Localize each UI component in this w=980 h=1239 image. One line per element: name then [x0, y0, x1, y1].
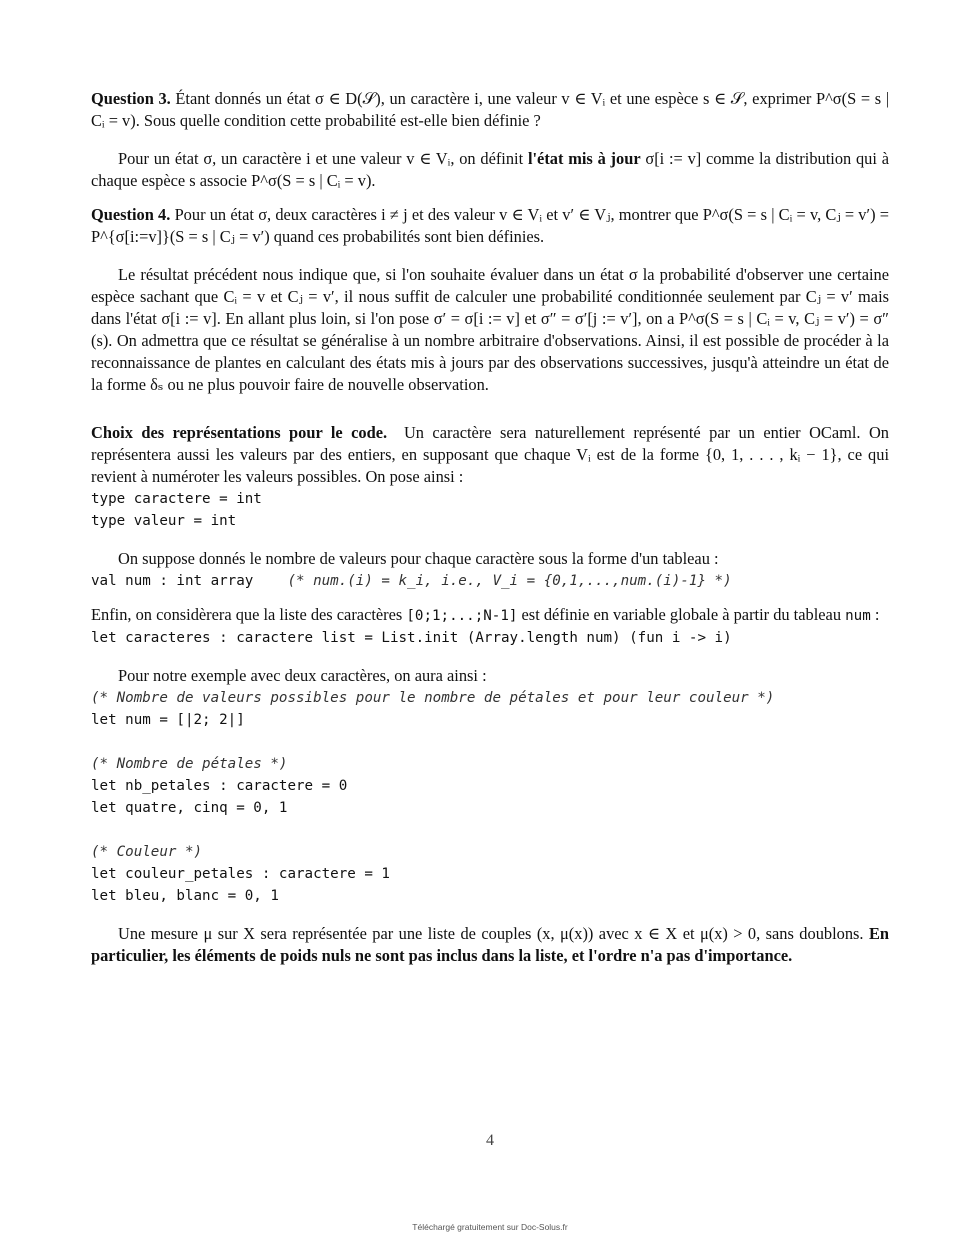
enfin-text-a: Enfin, on considèrera que la liste des caractères [91, 605, 407, 624]
code-example-line: let num = [|2; 2|] [91, 712, 245, 728]
code-line-type-valeur: type valeur = int [91, 513, 237, 529]
enfin-text-b: est définie en variable globale à partir du tableau [517, 605, 846, 624]
question-3 [91, 88, 889, 132]
footer-note: Téléchargé gratuitement sur Doc-Solus.fr [412, 1222, 568, 1232]
code-num-decl: val num : int array [91, 573, 254, 589]
paragraph-update-definition [91, 148, 889, 192]
code-example-line: let couleur_petales : caractere = 1 [91, 866, 390, 882]
code-example-line: let quatre, cinq = 0, 1 [91, 800, 288, 816]
code-caracteres: let caracteres : caractere list = List.init (Array.length num) (fun i -> i) [91, 630, 732, 646]
paragraph-exemple: Pour notre exemple avec deux caractères, on aura ainsi : [118, 666, 487, 685]
paragraph-enfin [91, 604, 889, 627]
code-line-type-caractere: type caractere = int [91, 491, 262, 507]
question-3-line2: exprimer P^σ(S = s | Cᵢ = v). Sous quelle condition cette probabilité est-elle bien définie ? [91, 89, 889, 130]
code-num [91, 570, 889, 592]
choix-text: Un caractère sera naturellement représenté par un entier OCaml. On représentera aussi les valeurs par des entiers, en supposant que chaque Vᵢ est de la forme {0, 1, . . . , kᵢ − 1}, ce qui revient à numéroter les valeurs possibles. On pose ainsi : [91, 423, 889, 486]
question-4-text: Pour un état σ, deux caractères i ≠ j et des valeur v ∈ Vᵢ et v′ ∈ Vⱼ, montrer que P^σ(S = s | Cᵢ = v, Cⱼ = v′) = P^{σ[i:=v]}(S = s | Cⱼ = v′) quand ces probabilités sont bien définies. [91, 205, 889, 246]
mesure-text: Une mesure μ sur X sera représentée par une liste de couples (x, μ(x)) avec x ∈ X et μ(x) > 0, sans doublons. [118, 924, 869, 943]
question-4 [91, 204, 889, 248]
code-example-line: let bleu, blanc = 0, 1 [91, 888, 279, 904]
code-types [91, 488, 889, 532]
code-example-line: (* Nombre de pétales *) [91, 756, 288, 772]
code-example-line: (* Couleur *) [91, 844, 203, 860]
question-3-label: Question 3. [91, 89, 171, 108]
paragraph-num: On suppose donnés le nombre de valeurs pour chaque caractère sous la forme d'un tableau : [118, 549, 719, 568]
enfin-code-num: num [845, 608, 871, 624]
document-body [91, 88, 889, 967]
mesure-bold: En particulier, les éléments de poids nuls ne sont pas inclus dans la liste, et l'ordre n'a pas d'importance. [91, 924, 889, 965]
choix-heading: Choix des représentations pour le code. [91, 423, 388, 442]
paragraph-result: Le résultat précédent nous indique que, si l'on souhaite évaluer dans un état σ la probabilité d'observer une certaine espèce sachant que Cᵢ = v et Cⱼ = v′, il nous suffit de calculer une probabilité conditionnée seulement par Cⱼ = v′ mais dans l'état σ[i := v]. En allant plus loin, si l'on pose σ′ = σ[i := v] et σ″ = σ′[j := v′], on a P^σ(S = s | Cᵢ = v, Cⱼ = v′) = σ″(s). On admettra que ce résultat se généralise à un nombre arbitraire d'observations. Ainsi, il est possible de procéder à la reconnaissance de plantes en calculant des états mis à jours par des observations successives, jusqu'à atteindre un état de la forme δₛ ou ne plus pouvoir faire de nouvelle observation. [91, 265, 889, 394]
question-3-line1: Étant donnés un état σ ∈ D(𝒮), un caractère i, une valeur v ∈ Vᵢ et une espèce s ∈ 𝒮, [175, 89, 748, 108]
update-text-after: σ[i := v] comme la distribution qui à chaque espèce s associe P^σ(S = s | Cᵢ = v). [91, 149, 889, 190]
paragraph-mesure [91, 923, 889, 967]
question-4-label: Question 4. [91, 205, 171, 224]
enfin-text-c: : [870, 605, 880, 624]
enfin-code-list: [0;1;...;N-1] [406, 608, 518, 624]
update-bold-term: l'état mis à jour [527, 149, 641, 168]
code-example-line: (* Nombre de valeurs possibles pour le nombre de pétales et pour leur couleur *) [91, 690, 775, 706]
code-example-line: let nb_petales : caractere = 0 [91, 778, 348, 794]
code-example [91, 687, 889, 907]
update-text-before: Pour un état σ, un caractère i et une valeur v ∈ Vᵢ, on définit [118, 149, 528, 168]
code-num-comment: (* num.(i) = k_i, i.e., V_i = {0,1,...,num.(i)-1} *) [287, 573, 732, 589]
page-number: 4 [486, 1132, 494, 1149]
paragraph-choix [91, 422, 889, 488]
